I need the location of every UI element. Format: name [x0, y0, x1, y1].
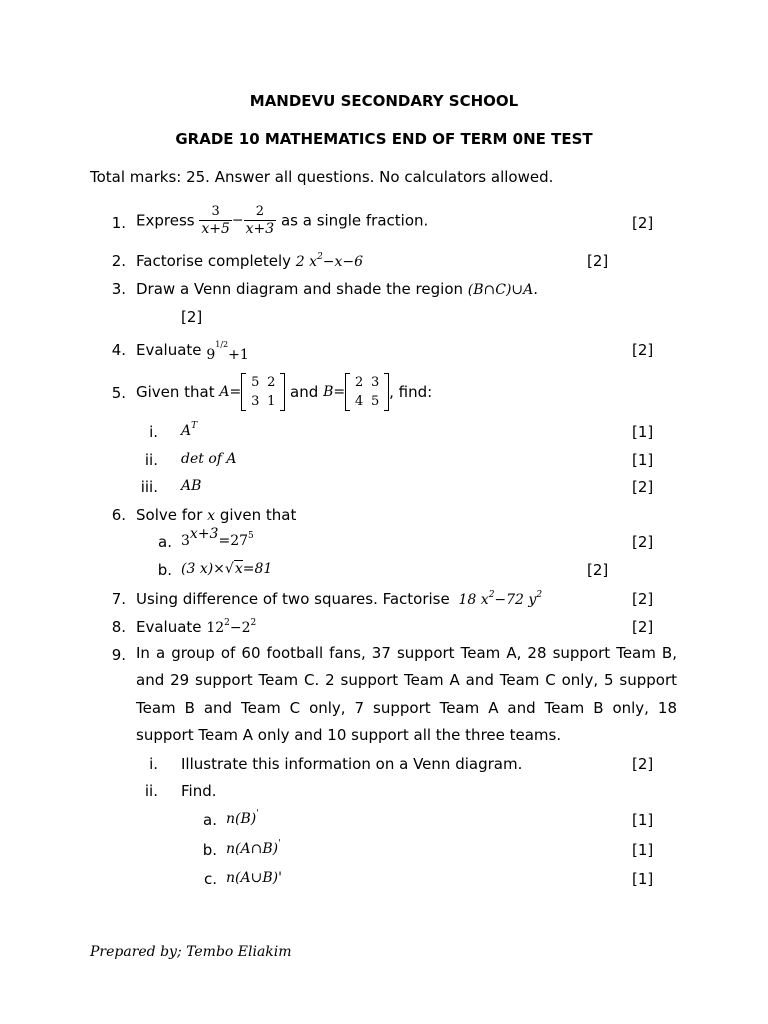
marks: [2] — [632, 755, 654, 773]
subpart-expression: n(A∪B)' — [226, 870, 282, 886]
fraction: $\frac{2}{x+3}$ — [245, 204, 275, 237]
matrix-A: 5 2 3 1 — [241, 373, 285, 411]
question-1: Express $\frac{3}{x+5}$ − $\frac{2}{x+3}$ as a single fraction. — [136, 204, 429, 237]
marks: [2] — [587, 252, 609, 270]
variable: x — [207, 508, 216, 524]
part-number: ii. — [144, 782, 158, 800]
question-9-text: In a group of 60 football fans, 37 support Team A, 28 support Team B, and 29 support Team C. 2 support Team A and Team C only, 5 support Team B and Team C only, 7 support Team A and Team B only, 18 support Team A only and 10 support all the three teams. — [136, 644, 677, 744]
question-4 — [136, 340, 249, 363]
question-number: 6. — [111, 506, 126, 524]
part-text: Illustrate this information on a Venn diagram. — [181, 755, 523, 773]
question-text: Express — [136, 211, 195, 230]
question-7 — [136, 590, 542, 608]
marks: [2] — [587, 561, 609, 579]
marks: [1] — [632, 811, 654, 829]
part-expression: (3 x)×√x=81 — [181, 561, 273, 577]
question-number: 8. — [111, 618, 126, 636]
question-text: and — [290, 383, 319, 401]
expression: $9^{1/2}+1$ — [206, 340, 249, 363]
question-text: , find: — [389, 383, 433, 401]
expression: $12^2-2^2$ — [206, 618, 257, 636]
subpart-expression: n(B)' — [226, 809, 259, 827]
matrix-B: 2 3 4 5 — [345, 373, 389, 411]
question-number: 7. — [111, 590, 126, 608]
part-expression: $3^{x+3}=27^5$ — [181, 526, 254, 549]
part-number: i. — [149, 755, 158, 773]
question-text: given that — [219, 506, 297, 524]
question-8 — [136, 618, 256, 636]
marks: [2] — [632, 533, 654, 551]
question-text: Draw a Venn diagram and shade the region — [136, 280, 463, 298]
part-expression: $A^T$ — [181, 421, 198, 439]
marks: [2] — [632, 214, 654, 232]
question-text: as a single fraction. — [280, 211, 429, 230]
question-text: Evaluate — [136, 618, 202, 636]
marks: [1] — [632, 870, 654, 888]
question-number: 1. — [111, 214, 126, 232]
expression: 18 $x^2-72$ $y^2$ — [458, 590, 543, 608]
part-number: ii. — [144, 451, 158, 469]
question-number: 2. — [111, 252, 126, 270]
matrix-label: B= — [323, 384, 346, 400]
prepared-by: Prepared by; Tembo Eliakim — [90, 944, 292, 960]
question-number: 5. — [111, 384, 126, 402]
marks: [2] — [632, 478, 654, 496]
question-2 — [136, 252, 363, 270]
part-text: Find. — [181, 782, 217, 800]
question-3: Draw a Venn diagram and shade the region (B∩C)∪A. — [136, 280, 539, 298]
part-number: iii. — [140, 478, 158, 496]
subpart-number: b. — [202, 841, 217, 859]
expression: (B∩C)∪A — [467, 282, 534, 298]
part-number: i. — [149, 423, 158, 441]
part-expression: AB — [181, 478, 202, 494]
question-number: 3. — [111, 280, 126, 298]
subpart-number: c. — [203, 870, 217, 888]
fraction: $\frac{3}{x+5}$ — [201, 204, 230, 237]
marks: [1] — [632, 423, 654, 441]
question-6 — [136, 506, 296, 524]
expression: 2 $x^2-x-6$ — [295, 252, 364, 270]
question-text: Evaluate — [136, 341, 202, 359]
matrix-label: A= — [219, 384, 242, 400]
part-expression: det of A — [181, 451, 237, 467]
marks: [2] — [181, 308, 203, 326]
marks: [2] — [632, 341, 654, 359]
marks: [1] — [632, 841, 654, 859]
marks: [2] — [632, 618, 654, 636]
school-name: MANDEVU SECONDARY SCHOOL — [249, 92, 519, 110]
question-5 — [136, 373, 432, 411]
test-title: GRADE 10 MATHEMATICS END OF TERM 0NE TEST — [175, 130, 593, 148]
part-number: a. — [158, 533, 172, 551]
question-text: Using difference of two squares. Factorise — [136, 590, 450, 608]
part-number: b. — [157, 561, 172, 579]
question-number: 9. — [111, 646, 126, 664]
question-text: Solve for — [136, 506, 203, 524]
subpart-number: a. — [203, 811, 217, 829]
question-text: Factorise completely — [136, 252, 292, 270]
subpart-expression: n(A∩B)' — [226, 839, 281, 857]
question-number: 4. — [111, 341, 126, 359]
instructions: Total marks: 25. Answer all questions. No calculators allowed. — [90, 168, 554, 186]
marks: [1] — [632, 451, 654, 469]
marks: [2] — [632, 590, 654, 608]
question-text: Given that — [136, 383, 215, 401]
